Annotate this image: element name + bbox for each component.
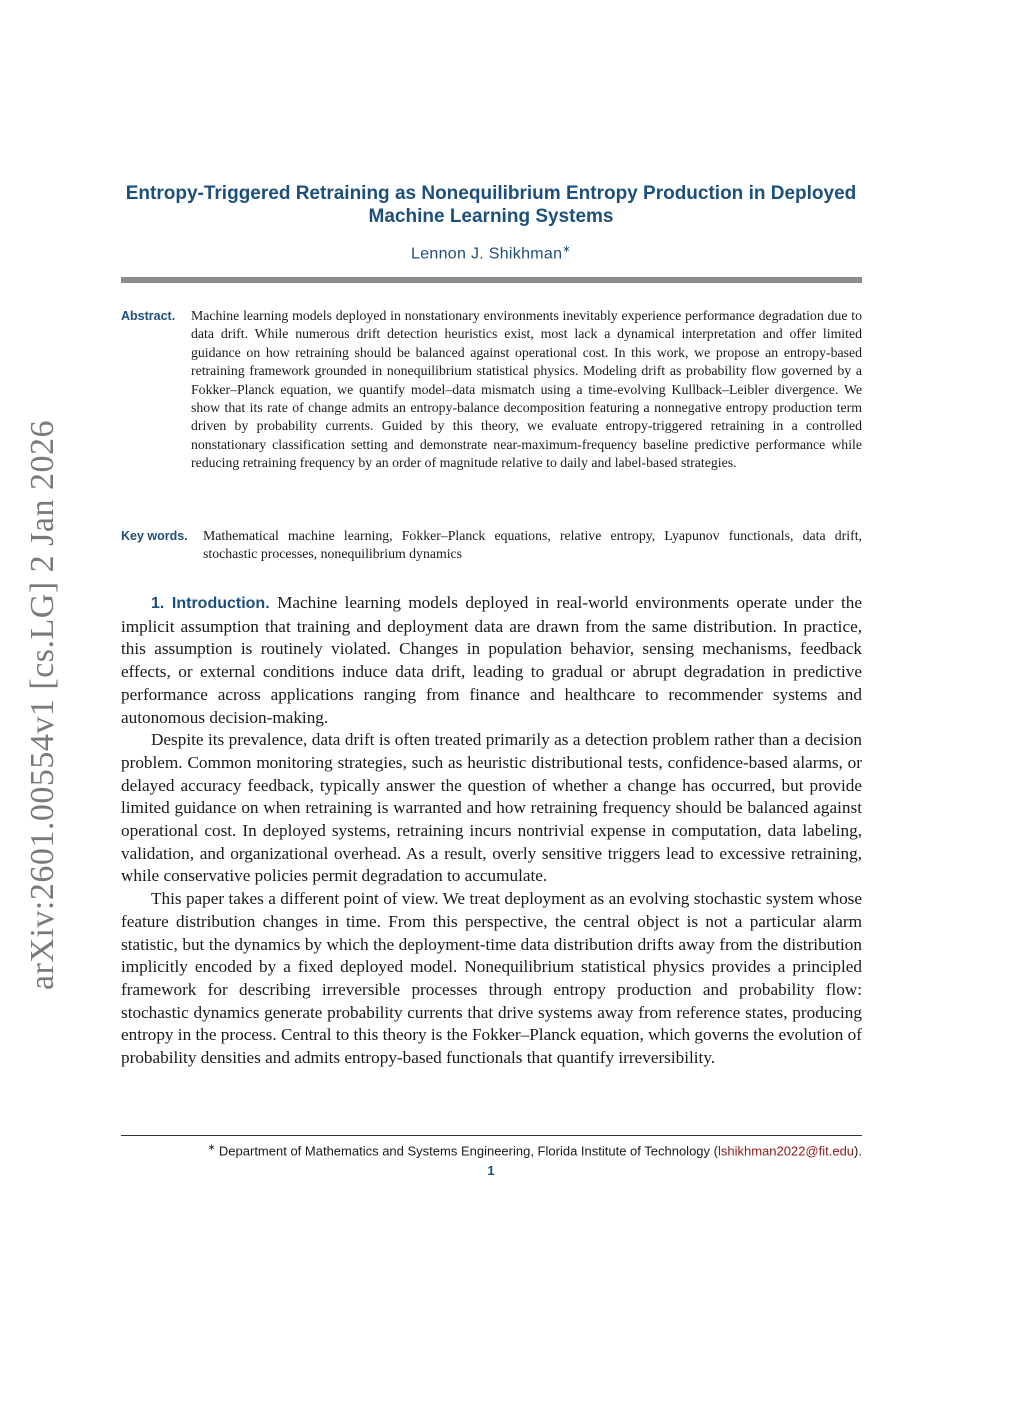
footnote-divider: [121, 1135, 862, 1136]
introduction-section: [121, 592, 862, 1070]
intro-paragraph-2: Despite its prevalence, data drift is often treated primarily as a detection problem rather than a decision problem. Common monitoring strategies, such as heuristic distributional tests, confidence-based alarms, or delayed accuracy feedback, typically answer the question of whether a change has occurred, but provide limited guidance on when retraining is warranted and how retraining frequency should be balanced against operational cost. In deployed systems, retraining incurs nontrivial expense in computation, data labeling, validation, and organizational overhead. As a result, overly sensitive triggers lead to excessive retraining, while conservative policies permit degradation to accumulate.: [121, 730, 862, 886]
keywords-text: Mathematical machine learning, Fokker–Planck equations, relative entropy, Lyapunov functionals, data drift, stochastic processes, nonequilibrium dynamics: [203, 528, 862, 562]
abstract-block: [121, 307, 862, 473]
keywords-block: [121, 527, 862, 564]
page-number: 1: [487, 1163, 495, 1178]
footnote-mark: ∗: [207, 1142, 216, 1152]
keywords-label: Key words.: [121, 529, 188, 543]
author-footnote-mark[interactable]: ∗: [562, 244, 571, 255]
intro-paragraph-3: This paper takes a different point of view. We treat deployment as an evolving stochastic system whose feature distribution changes in time. From this perspective, the central object is not a particular alarm statistic, but the dynamics by which the deployment-time data distribution drifts away from the distribution implicitly encoded by a fixed deployed model. Nonequilibrium statistical physics provides a principled framework for describing irreversible processes through entropy production and probability flow: stochastic dynamics generate probability currents that drive systems away from reference states, producing entropy in the process. Central to this theory is the Fokker–Planck equation, which governs the evolution of probability densities and admits entropy-based functionals that quantify irreversibility.: [121, 889, 862, 1068]
paper-title: Entropy-Triggered Retraining as Nonequilibrium Entropy Production in Deployed Machine Learning Systems: [125, 183, 857, 227]
arxiv-identifier: arXiv:2601.00554v1 [cs.LG] 2 Jan 2026: [24, 420, 61, 990]
abstract-label: Abstract.: [121, 309, 176, 323]
abstract-text: Machine learning models deployed in nonstationary environments inevitably experience performance degradation due to data drift. While numerous drift detection heuristics exist, most lack a dynamical interpretation and offer limited guidance on how retraining should be balanced against operational cost. In this work, we propose an entropy-based retraining framework grounded in nonequilibrium statistical physics. Modeling drift as probability flow governed by a Fokker–Planck equation, we quantify model–data mismatch using a time-evolving Kullback–Leibler divergence. We show that its rate of change admits an entropy-balance decomposition featuring a nonnegative entropy production term driven by probability currents. Guided by this theory, we evaluate entropy-triggered retraining in a controlled nonstationary classification setting and demonstrate near-maximum-frequency baseline predictive performance while reducing retraining frequency by an order of magnitude relative to daily and label-based strategies.: [191, 308, 862, 471]
author-name: Lennon J. Shikhman: [411, 245, 563, 263]
section-heading-introduction: 1. Introduction.: [151, 595, 270, 612]
intro-paragraph-1-text: Machine learning models deployed in real-world environments operate under the implicit assumption that training and deployment data are drawn from the same distribution. In practice, this assumption is routinely violated. Changes in population behavior, sensing mechanisms, feedback effects, or external conditions induce data drift, leading to gradual or abrupt degradation in predictive performance across applications ranging from finance and healthcare to recommender systems and autonomous decision-making.: [121, 593, 862, 727]
title-divider: [121, 277, 862, 283]
author-line: [120, 244, 862, 263]
footnote-affiliation: Department of Mathematics and Systems Engineering, Florida Institute of Technology (: [218, 1143, 718, 1159]
author-email-link[interactable]: lshikhman2022@fit.edu: [717, 1143, 855, 1159]
intro-paragraph-1: [121, 592, 862, 729]
footnote: [121, 1139, 862, 1159]
footnote-suffix: ).: [854, 1143, 862, 1159]
